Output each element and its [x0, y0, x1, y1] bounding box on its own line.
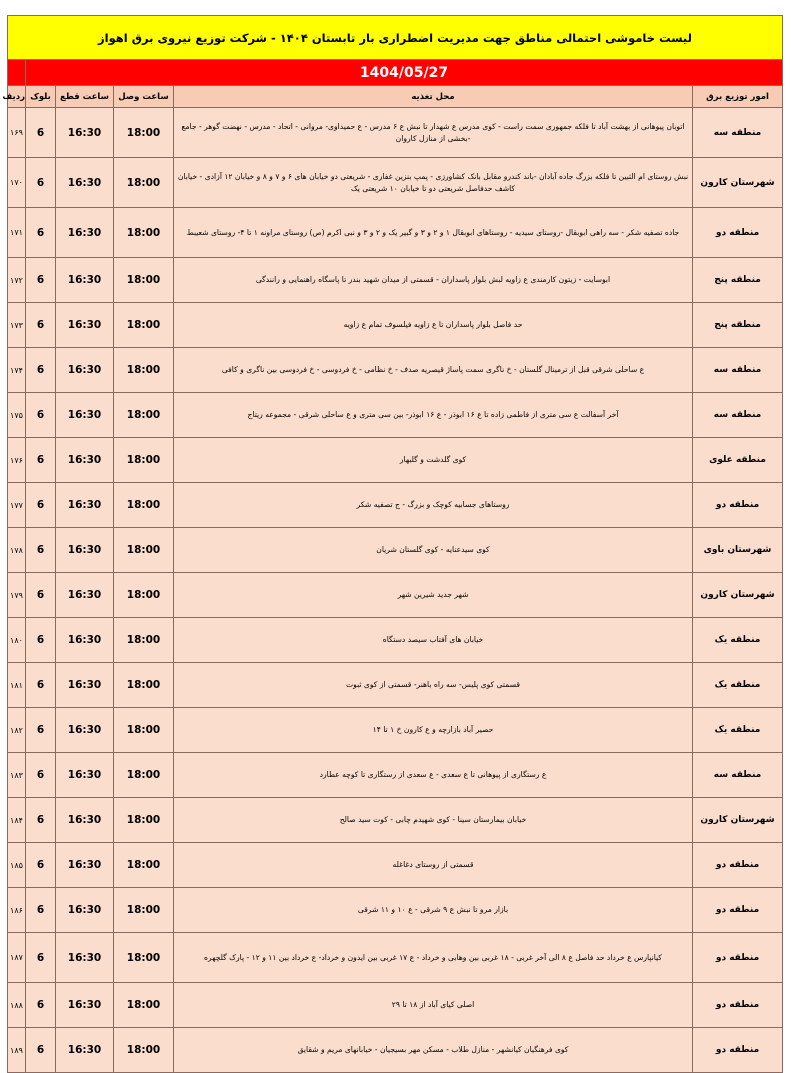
cell-distribution-area: منطقه دو: [693, 983, 783, 1028]
date-row: [7, 60, 782, 86]
cell-row-number: ۱۷۱: [7, 208, 25, 258]
cell-disconnect-time: 16:30: [56, 483, 114, 528]
table-row: [7, 108, 782, 158]
cell-row-number: ۱۸۵: [7, 843, 25, 888]
table-row: [7, 753, 782, 798]
cell-feed-location: کوی گلدشت و گلبهار: [174, 438, 693, 483]
column-header-disconnect-time: ساعت قطع: [56, 86, 114, 108]
table-row: [7, 798, 782, 843]
column-header-feed-location: محل تغذیه: [174, 86, 693, 108]
cell-row-number: ۱۸۹: [7, 1028, 25, 1073]
cell-row-number: ۱۷۶: [7, 438, 25, 483]
table-row: [7, 573, 782, 618]
cell-block: 6: [26, 208, 56, 258]
page-title: لیست خاموشی احتمالی مناطق جهت مدیریت اضطراری بار تابستان ۱۴۰۴ - شرکت توزیع نیروی برق اهواز: [7, 16, 782, 60]
cell-disconnect-time: 16:30: [56, 663, 114, 708]
cell-distribution-area: منطقه یک: [693, 663, 783, 708]
cell-disconnect-time: 16:30: [56, 108, 114, 158]
cell-row-number: ۱۷۰: [7, 158, 25, 208]
cell-row-number: ۱۷۹: [7, 573, 25, 618]
cell-connect-time: 18:00: [114, 798, 174, 843]
cell-distribution-area: منطقه دو: [693, 483, 783, 528]
cell-distribution-area: منطقه سه: [693, 393, 783, 438]
cell-feed-location: قسمتی از روستای دغاغله: [174, 843, 693, 888]
cell-distribution-area: منطقه سه: [693, 348, 783, 393]
cell-distribution-area: منطقه دو: [693, 208, 783, 258]
table-row: [7, 528, 782, 573]
cell-disconnect-time: 16:30: [56, 438, 114, 483]
cell-feed-location: خیابان های آفتاب سیصد دستگاه: [174, 618, 693, 663]
table-row: [7, 303, 782, 348]
cell-feed-location: شهر جدید شیرین شهر: [174, 573, 693, 618]
cell-block: 6: [26, 663, 56, 708]
table-row: [7, 708, 782, 753]
cell-disconnect-time: 16:30: [56, 393, 114, 438]
cell-connect-time: 18:00: [114, 483, 174, 528]
table-row: [7, 663, 782, 708]
cell-disconnect-time: 16:30: [56, 528, 114, 573]
cell-block: 6: [26, 528, 56, 573]
cell-disconnect-time: 16:30: [56, 208, 114, 258]
cell-feed-location: ع ساحلی شرقی قبل از ترمینال گلستان - خ ناگری سمت پاساژ قیصریه صدف - خ نظامی - خ فردوسی - خ فردوسی بین ناگری و کافی: [174, 348, 693, 393]
cell-connect-time: 18:00: [114, 393, 174, 438]
table-row: [7, 933, 782, 983]
column-header-block: بلوک: [26, 86, 56, 108]
cell-distribution-area: منطقه علوی: [693, 438, 783, 483]
cell-distribution-area: شهرستان کارون: [693, 798, 783, 843]
table-row: [7, 438, 782, 483]
cell-connect-time: 18:00: [114, 258, 174, 303]
cell-distribution-area: منطقه پنج: [693, 258, 783, 303]
cell-feed-location: ابوسایت - زیتون کارمندی ع زاویه لبش بلوار پاسداران - قسمتی از میدان شهید بندر تا پاسگاه راهنمایی و رانندگی: [174, 258, 693, 303]
cell-distribution-area: منطقه سه: [693, 108, 783, 158]
cell-connect-time: 18:00: [114, 1028, 174, 1073]
cell-block: 6: [26, 303, 56, 348]
cell-connect-time: 18:00: [114, 158, 174, 208]
cell-connect-time: 18:00: [114, 708, 174, 753]
cell-distribution-area: منطقه دو: [693, 888, 783, 933]
cell-block: 6: [26, 618, 56, 663]
cell-disconnect-time: 16:30: [56, 1028, 114, 1073]
cell-block: 6: [26, 843, 56, 888]
cell-row-number: ۱۷۳: [7, 303, 25, 348]
outage-schedule-table: [2, 15, 783, 1073]
cell-disconnect-time: 16:30: [56, 933, 114, 983]
cell-disconnect-time: 16:30: [56, 888, 114, 933]
table-row: [7, 1028, 782, 1073]
cell-disconnect-time: 16:30: [56, 708, 114, 753]
cell-feed-location: کوی فرهنگیان کیانشهر - منازل طلاب - مسکن مهر بسیجیان - خیابانهای مریم و شقایق: [174, 1028, 693, 1073]
cell-distribution-area: منطقه سه: [693, 753, 783, 798]
table-row: [7, 618, 782, 663]
table-row: [7, 258, 782, 303]
cell-row-number: ۱۷۸: [7, 528, 25, 573]
cell-block: 6: [26, 108, 56, 158]
cell-disconnect-time: 16:30: [56, 843, 114, 888]
cell-block: 6: [26, 798, 56, 843]
cell-row-number: ۱۸۰: [7, 618, 25, 663]
table-row: [7, 843, 782, 888]
column-header-connect-time: ساعت وصل: [114, 86, 174, 108]
date-row-spacer: [7, 60, 25, 86]
cell-row-number: ۱۸۴: [7, 798, 25, 843]
cell-block: 6: [26, 983, 56, 1028]
schedule-date: 1404/05/27: [26, 60, 783, 86]
cell-disconnect-time: 16:30: [56, 258, 114, 303]
cell-distribution-area: منطقه دو: [693, 843, 783, 888]
cell-distribution-area: شهرستان باوی: [693, 528, 783, 573]
table-row: [7, 483, 782, 528]
table-row: [7, 158, 782, 208]
cell-distribution-area: منطقه پنج: [693, 303, 783, 348]
cell-distribution-area: منطقه دو: [693, 1028, 783, 1073]
cell-feed-location: بازار مرو تا نبش ع ۹ شرقی - ع ۱۰ و ۱۱ شرقی: [174, 888, 693, 933]
cell-row-number: ۱۷۴: [7, 348, 25, 393]
cell-block: 6: [26, 753, 56, 798]
table-row: [7, 393, 782, 438]
cell-connect-time: 18:00: [114, 983, 174, 1028]
cell-row-number: ۱۷۵: [7, 393, 25, 438]
cell-feed-location: حصیر آباد بازارچه و ع کارون خ ۱ تا ۱۴: [174, 708, 693, 753]
cell-disconnect-time: 16:30: [56, 573, 114, 618]
cell-block: 6: [26, 438, 56, 483]
cell-connect-time: 18:00: [114, 843, 174, 888]
cell-block: 6: [26, 888, 56, 933]
cell-distribution-area: منطقه یک: [693, 618, 783, 663]
cell-disconnect-time: 16:30: [56, 348, 114, 393]
cell-feed-location: نبش روستای ام الثبین تا فلکه بزرگ جاده آبادان -باند کندرو مقابل بانک کشاورزی - پمپ بنزین غفاری - شریعتی دو خیابان های ۶ و ۷ و ۸ و خیابان ۱۲ آزادی - خیابان کاشف حدفاصل شریعتی دو تا خیابان ۱۰ شریعتی یک: [174, 158, 693, 208]
table-row: [7, 983, 782, 1028]
cell-block: 6: [26, 573, 56, 618]
cell-block: 6: [26, 483, 56, 528]
cell-disconnect-time: 16:30: [56, 983, 114, 1028]
cell-connect-time: 18:00: [114, 933, 174, 983]
cell-connect-time: 18:00: [114, 348, 174, 393]
cell-feed-location: اتوبان پیوهانی از بهشت آباد تا فلکه جمهوری سمت راست - کوی مدرس ع شهدار تا نبش ع ۶ مدرس - ع حمیداوی- مروانی - اتحاد - مدرس - نهضت گوهر - جامع -بخشی از منازل کاروان: [174, 108, 693, 158]
cell-row-number: ۱۸۶: [7, 888, 25, 933]
cell-disconnect-time: 16:30: [56, 753, 114, 798]
cell-feed-location: اصلی کیای آباد از ۱۸ تا ۲۹: [174, 983, 693, 1028]
cell-distribution-area: شهرستان کارون: [693, 158, 783, 208]
cell-block: 6: [26, 258, 56, 303]
cell-disconnect-time: 16:30: [56, 158, 114, 208]
cell-block: 6: [26, 708, 56, 753]
cell-block: 6: [26, 1028, 56, 1073]
cell-row-number: ۱۶۹: [7, 108, 25, 158]
cell-row-number: ۱۷۷: [7, 483, 25, 528]
cell-connect-time: 18:00: [114, 753, 174, 798]
table-row: [7, 348, 782, 393]
cell-connect-time: 18:00: [114, 663, 174, 708]
table-body: [2, 16, 782, 1073]
cell-distribution-area: منطقه دو: [693, 933, 783, 983]
cell-row-number: ۱۸۳: [7, 753, 25, 798]
cell-connect-time: 18:00: [114, 108, 174, 158]
cell-row-number: ۱۸۷: [7, 933, 25, 983]
cell-feed-location: جاده تصفیه شکر - سه راهی ابوبقال -روستای سیدیه - روستاهای ابوبقال ۱ و ۲ و ۳ و گبیر یک و ۲ و ۳ و نبی اکرم (ص) روستای مراونه ۱ تا ۴- روستای شعیبط: [174, 208, 693, 258]
cell-feed-location: کوی سیدعنایه - کوی گلستان شریان: [174, 528, 693, 573]
cell-row-number: ۱۸۱: [7, 663, 25, 708]
table-row: [7, 888, 782, 933]
cell-row-number: ۱۸۸: [7, 983, 25, 1028]
cell-block: 6: [26, 933, 56, 983]
cell-block: 6: [26, 393, 56, 438]
cell-connect-time: 18:00: [114, 528, 174, 573]
cell-connect-time: 18:00: [114, 573, 174, 618]
cell-block: 6: [26, 348, 56, 393]
cell-connect-time: 18:00: [114, 208, 174, 258]
cell-feed-location: ع رستگاری از پیوهانی تا ع سعدی - ع سعدی از رستگاری تا کوچه عطارد: [174, 753, 693, 798]
cell-feed-location: قسمتی کوی پلیس- سه راه باهنر- قسمتی از کوی ثبوت: [174, 663, 693, 708]
cell-feed-location: حد فاصل بلوار پاسداران تا ع زاویه فیلسوف تمام ع زاویه: [174, 303, 693, 348]
column-header-row-number: ردیف: [7, 86, 25, 108]
cell-row-number: ۱۷۲: [7, 258, 25, 303]
cell-distribution-area: منطقه یک: [693, 708, 783, 753]
cell-connect-time: 18:00: [114, 888, 174, 933]
cell-feed-location: خیابان بیمارستان سینا - کوی شهیدم چابی - کوت سید صالح: [174, 798, 693, 843]
cell-connect-time: 18:00: [114, 438, 174, 483]
cell-disconnect-time: 16:30: [56, 303, 114, 348]
cell-disconnect-time: 16:30: [56, 798, 114, 843]
title-row: [7, 16, 782, 60]
cell-disconnect-time: 16:30: [56, 618, 114, 663]
column-header-row: [7, 86, 782, 108]
cell-distribution-area: شهرستان کارون: [693, 573, 783, 618]
cell-feed-location: کیانپارس ع خرداد حد فاصل ع ۸ الی آخر غربی - ۱۸ غربی بین وهابی و خرداد - ع ۱۷ غربی بین ایدون و خرداد- ع خرداد بین ۱۱ و ۱۲ - پارک گلچهره: [174, 933, 693, 983]
cell-feed-location: آخر آسفالت ع سی متری از فاطمی زاده تا ع ۱۶ ابوذر - ع ۱۶ ابوذر- بین سی متری و ع ساحلی شرقی - مجموعه ریتاج: [174, 393, 693, 438]
cell-row-number: ۱۸۲: [7, 708, 25, 753]
cell-connect-time: 18:00: [114, 303, 174, 348]
cell-connect-time: 18:00: [114, 618, 174, 663]
column-header-distribution-area: امور توزیع برق: [693, 86, 783, 108]
cell-feed-location: روستاهای جسابیه کوچک و بزرگ - ج تصفیه شکر: [174, 483, 693, 528]
table-row: [7, 208, 782, 258]
cell-block: 6: [26, 158, 56, 208]
